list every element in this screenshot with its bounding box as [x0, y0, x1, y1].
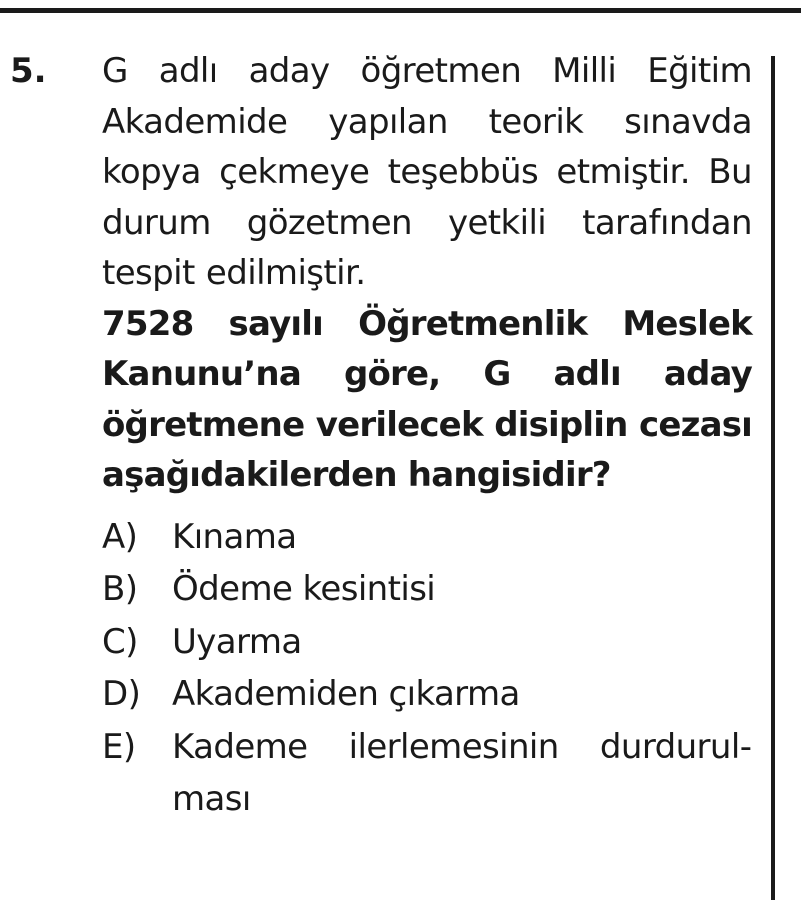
option-a[interactable]	[102, 511, 752, 564]
option-letter: E)	[102, 726, 136, 767]
question-prompt: 7528 sayılı Öğretmenlik Meslek Kanunu’na göre, G adlı aday öğretmene verilecek disiplin cezası aşağıdakilerden hangisidir?	[102, 303, 752, 495]
option-letter: A)	[102, 516, 138, 557]
option-text: Kınama	[172, 516, 297, 557]
option-text: Kademe ilerlemesinin durdurulması	[172, 726, 752, 819]
option-e[interactable]	[102, 721, 752, 826]
question-number: 5.	[10, 51, 47, 91]
top-divider	[0, 8, 801, 13]
option-letter: D)	[102, 674, 141, 714]
option-text: Uyarma	[172, 621, 302, 662]
option-text: Ödeme kesintisi	[172, 569, 436, 609]
column-divider	[771, 56, 775, 900]
option-c[interactable]	[102, 616, 752, 669]
option-d[interactable]	[102, 668, 752, 721]
answer-options	[102, 511, 752, 826]
option-text: Akademiden çıkarma	[172, 674, 520, 714]
option-letter: B)	[102, 569, 138, 609]
question-block	[102, 46, 752, 826]
question-stem: G adlı aday öğretmen Milli Eğitim Akademide yapılan teorik sınavda kopya çekmeye teşebbüs etmiştir. Bu durum gözetmen yetkili tarafından tespit edilmiştir.	[102, 51, 752, 293]
option-letter: C)	[102, 621, 138, 662]
option-b[interactable]	[102, 563, 752, 616]
